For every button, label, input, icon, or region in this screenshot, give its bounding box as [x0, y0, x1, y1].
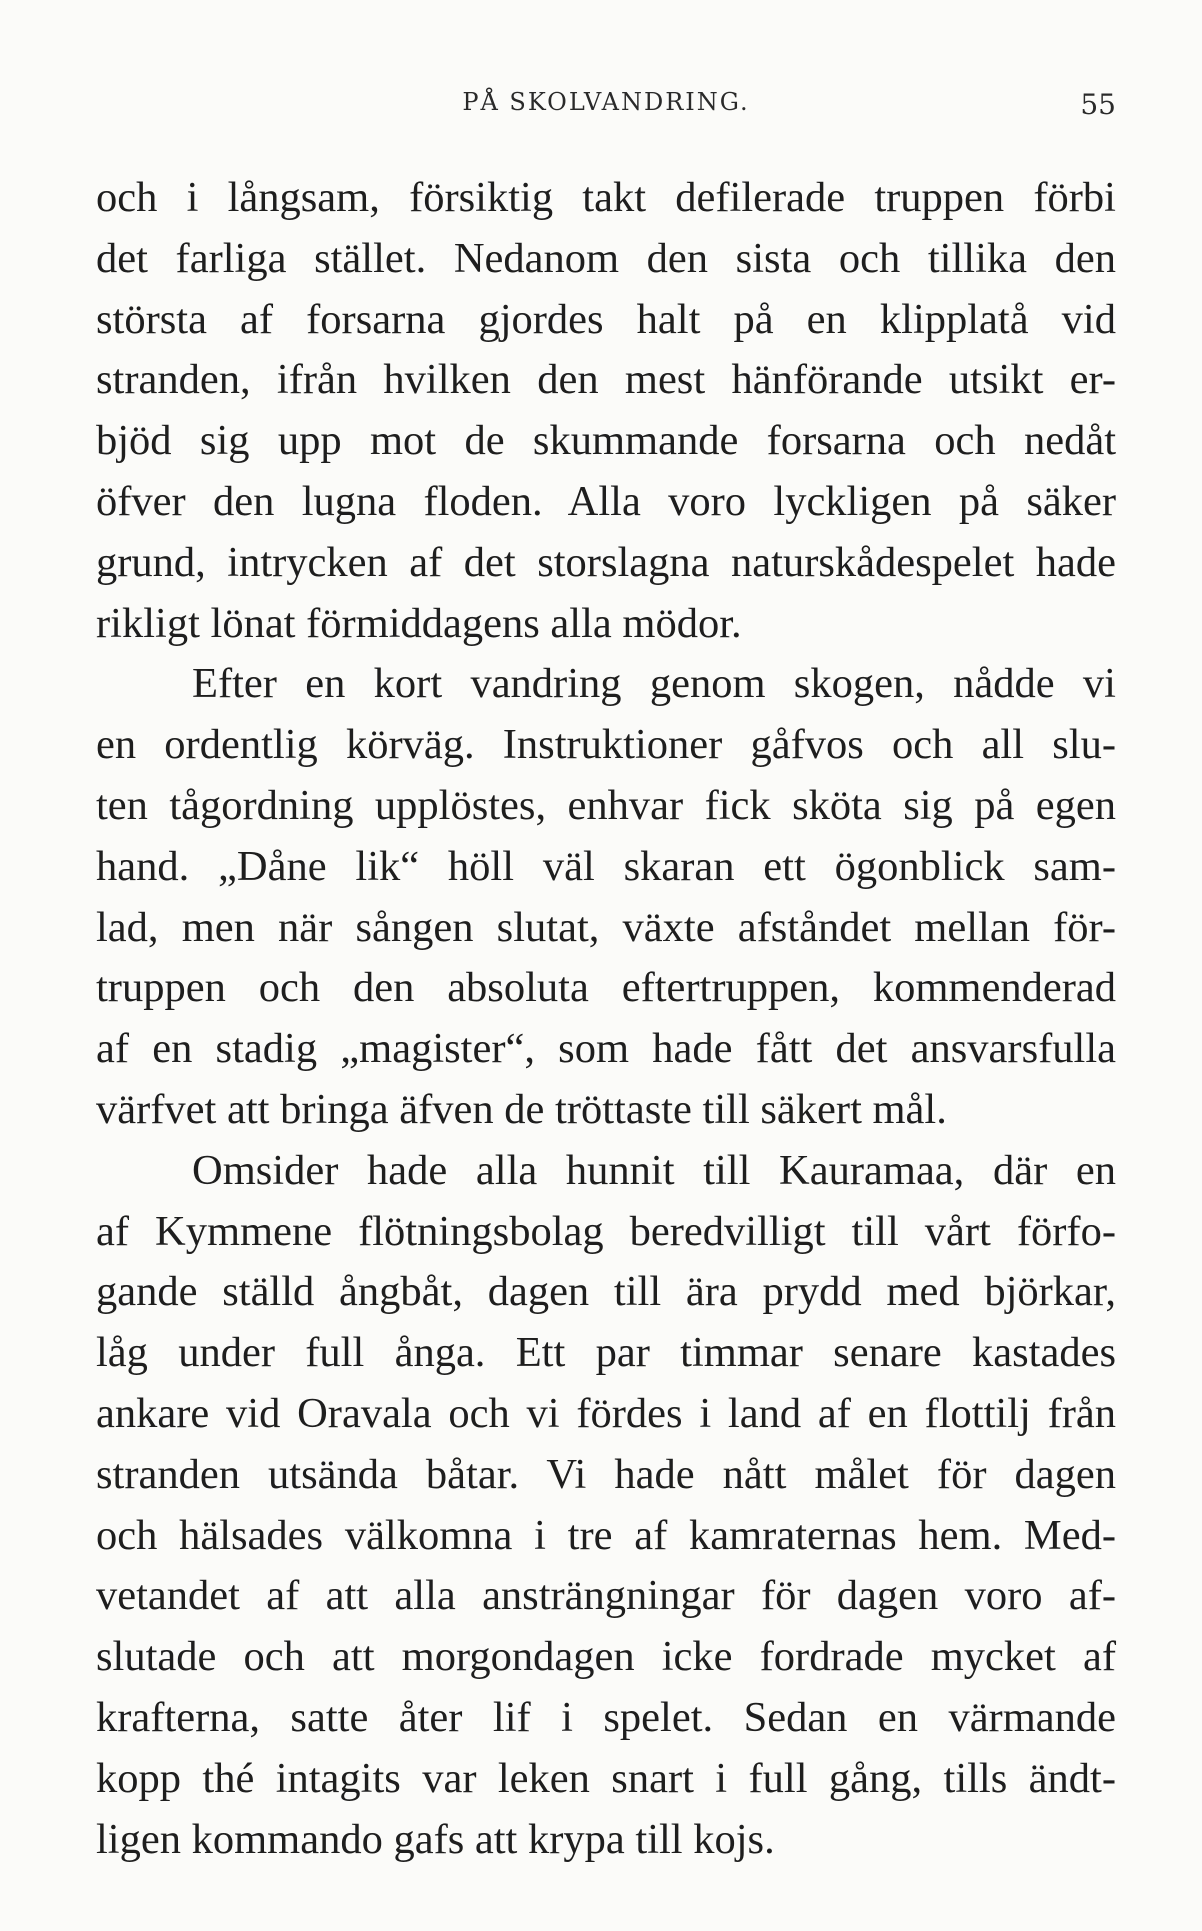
text-line: stranden utsända båtar. Vi hade nått målet för dagen — [96, 1450, 1116, 1498]
running-head — [96, 88, 1116, 128]
text-line: Omsider hade alla hunnit till Kauramaa, där en — [192, 1146, 1116, 1194]
text-line: och hälsades välkomna i tre af kamraternas hem. Med- — [96, 1511, 1116, 1559]
text-line: det farliga stället. Nedanom den sista och tillika den — [96, 234, 1116, 282]
body-text — [96, 168, 1116, 1870]
text-line: krafterna, satte åter lif i spelet. Sedan en värmande — [96, 1693, 1116, 1741]
text-line: bjöd sig upp mot de skummande forsarna och nedåt — [96, 417, 1116, 465]
text-line: kopp thé intagits var leken snart i full gång, tills ändt- — [96, 1754, 1116, 1802]
text-line: stranden, ifrån hvilken den mest hänförande utsikt er- — [96, 356, 1116, 404]
text-line: lad, men när sången slutat, växte afståndet mellan för- — [96, 903, 1116, 951]
text-line: hand. „Dåne lik“ höll väl skaran ett ögonblick sam- — [96, 842, 1116, 890]
text-line: af Kymmene flötningsbolag beredvilligt till vårt förfo- — [96, 1207, 1116, 1255]
text-line: gande ställd ångbåt, dagen till ära prydd med björkar, — [96, 1268, 1116, 1316]
text-line: slutade och att morgondagen icke fordrade mycket af — [96, 1633, 1116, 1681]
text-line: ten tågordning upplöstes, enhvar fick sköta sig på egen — [96, 781, 1116, 829]
text-line: vetandet af att alla ansträngningar för dagen voro af- — [96, 1572, 1116, 1620]
text-line: öfver den lugna floden. Alla voro lyckligen på säker — [96, 477, 1116, 525]
text-line: af en stadig „magister“, som hade fått det ansvarsfulla — [96, 1025, 1116, 1073]
text-line: rikligt lönat förmiddagens alla mödor. — [96, 599, 742, 647]
page-number: 55 — [1080, 88, 1116, 121]
text-line: grund, intrycken af det storslagna naturskådespelet hade — [96, 538, 1116, 586]
text-line: låg under full ånga. Ett par timmar senare kastades — [96, 1329, 1116, 1377]
text-line: värfvet att bringa äfven de tröttaste till säkert mål. — [96, 1085, 947, 1133]
text-line: Efter en kort vandring genom skogen, nådde vi — [192, 660, 1116, 708]
text-line: största af forsarna gjordes halt på en klipplatå vid — [96, 295, 1116, 343]
text-line: ligen kommando gafs att krypa till kojs. — [96, 1815, 775, 1863]
text-line: truppen och den absoluta eftertruppen, kommenderad — [96, 964, 1116, 1012]
text-line: ankare vid Oravala och vi fördes i land af en flottilj från — [96, 1389, 1116, 1437]
running-title: PÅ SKOLVANDRING. — [462, 88, 750, 116]
text-line: en ordentlig körväg. Instruktioner gåfvos och all slu- — [96, 721, 1116, 769]
text-line: och i långsam, försiktig takt defilerade truppen förbi — [96, 174, 1116, 221]
